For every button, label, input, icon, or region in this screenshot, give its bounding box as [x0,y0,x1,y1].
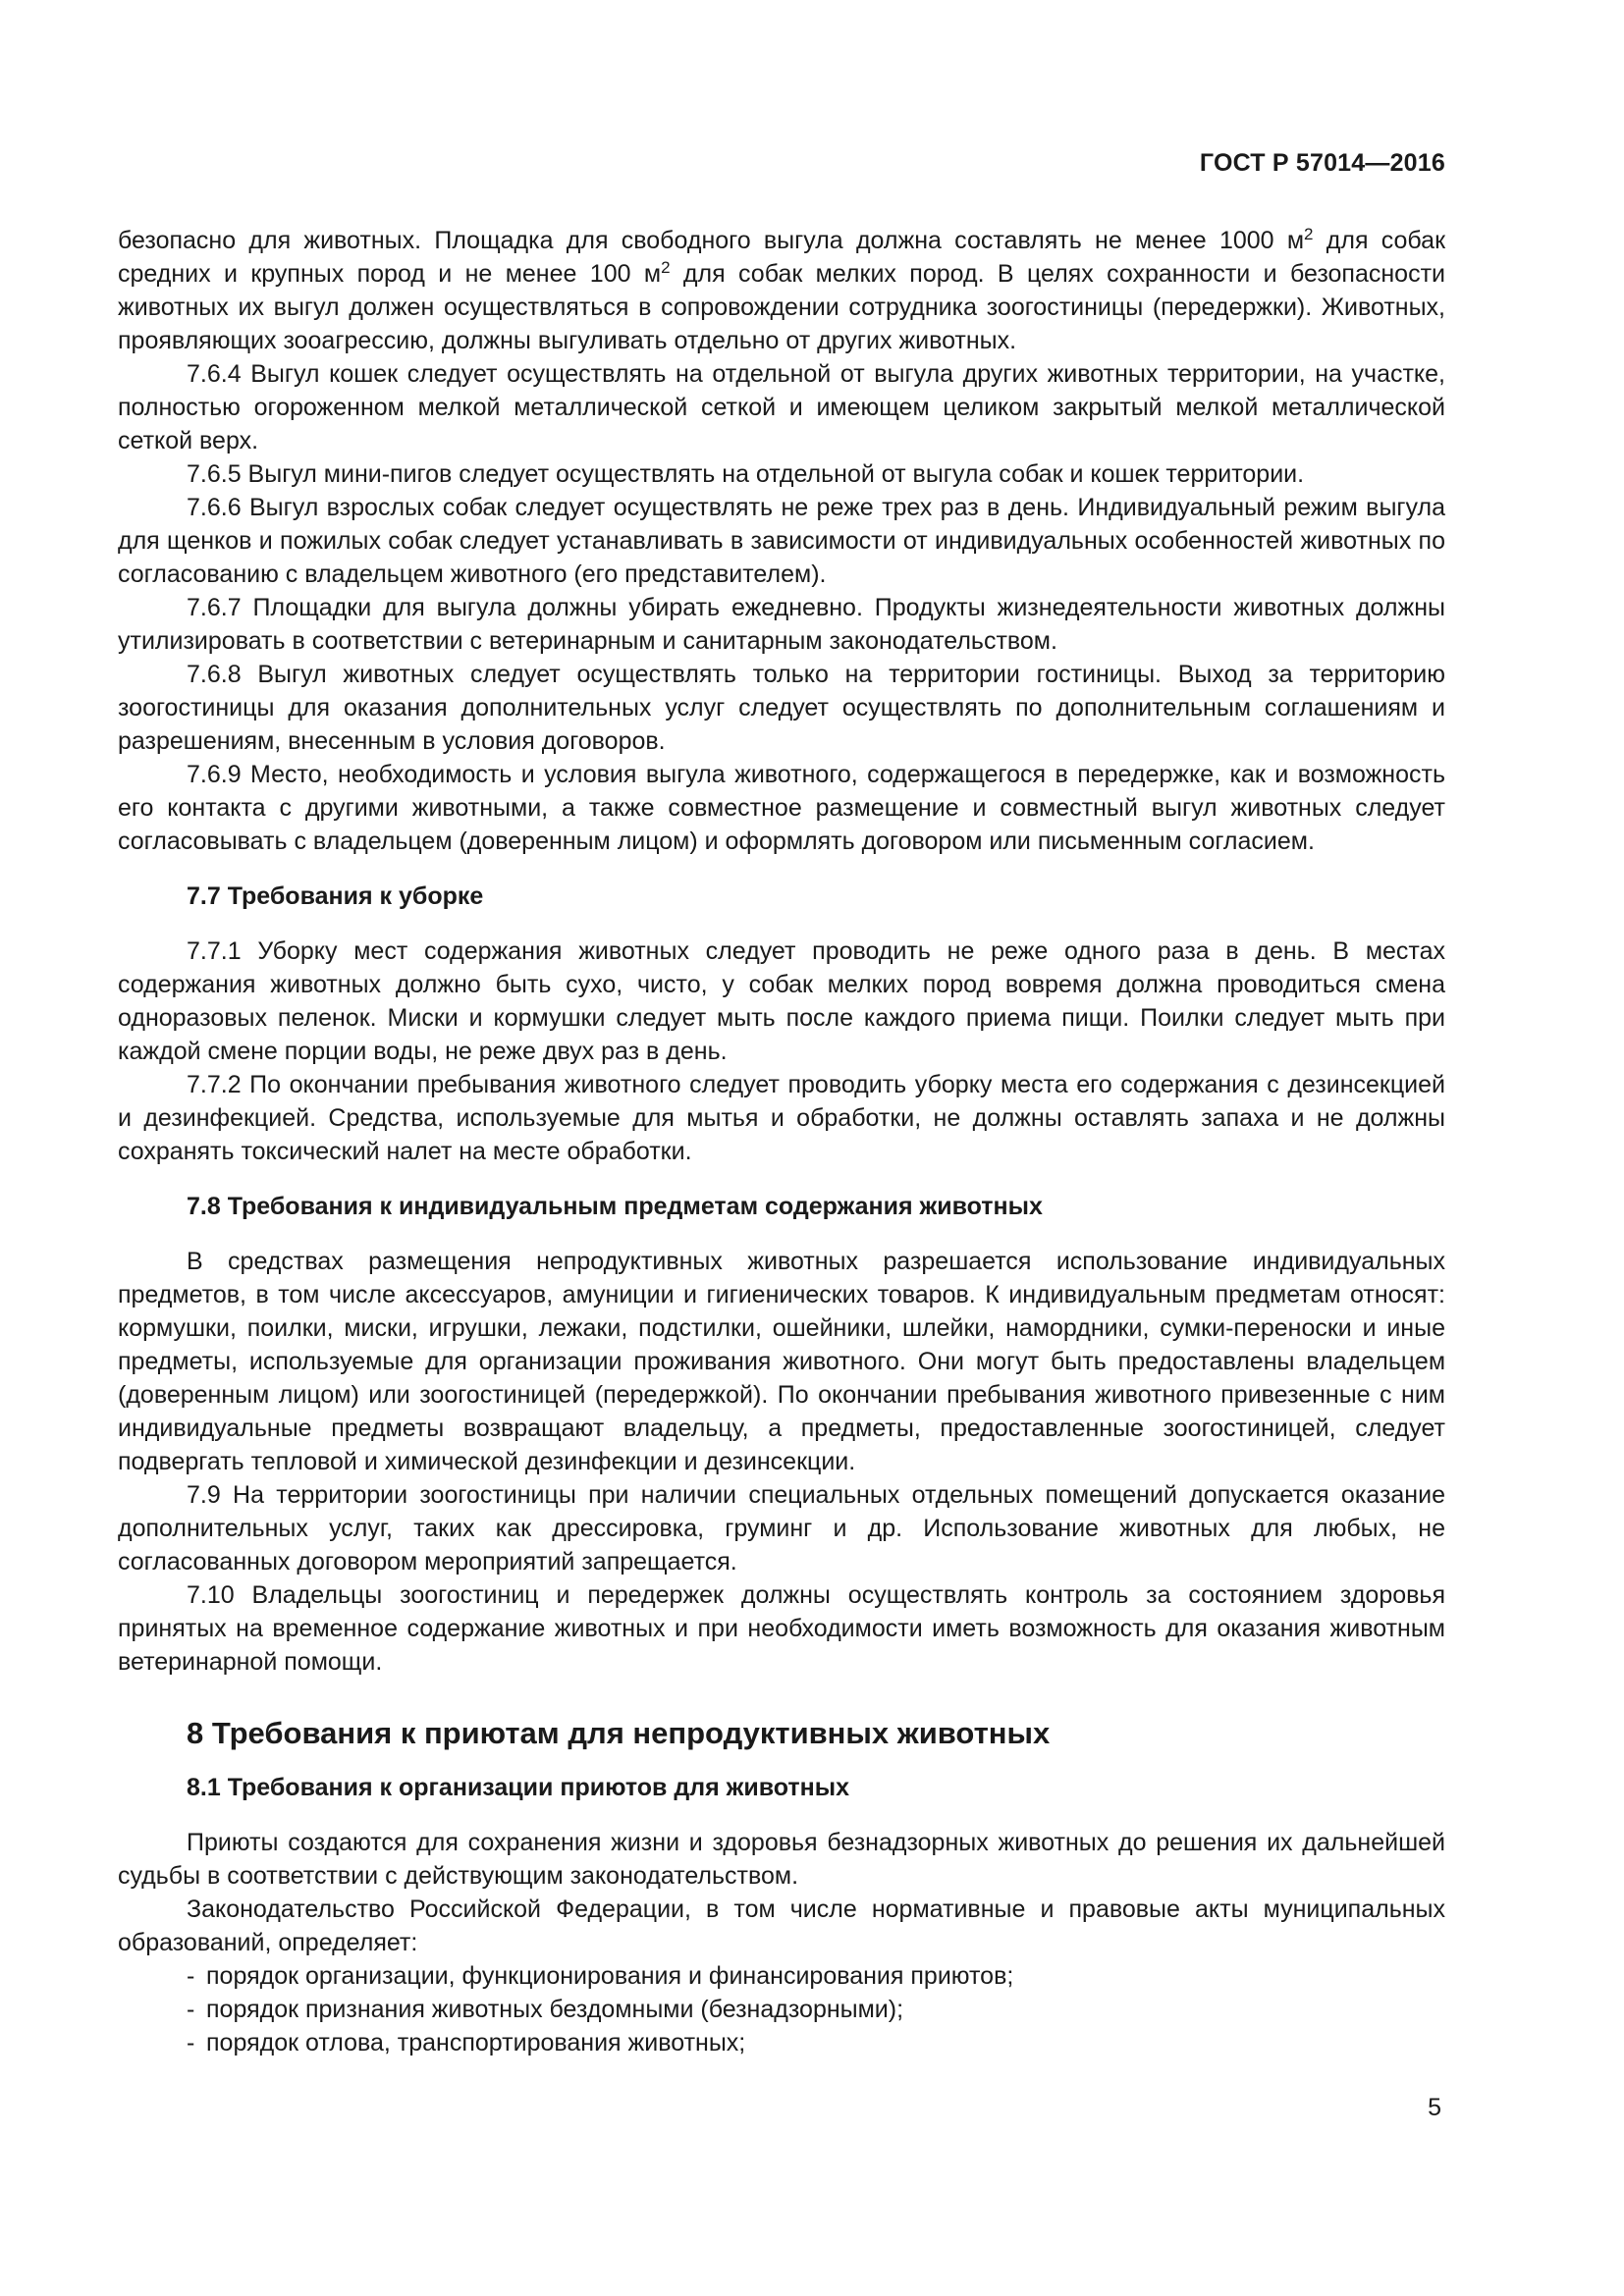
clause-8-1-paragraph-1: Приюты создаются для сохранения жизни и здоровья безнадзорных животных до решения их дальнейшей судьбы в соответствии с действующим законодательством. [118,1829,1445,1890]
paragraph-text: для собак мелких пород. В целях сохранности и безопасности животных их выгул должен осуществляться в сопровождении сотрудника зоогостиницы (передержки). Животных, проявляющих зооагрессию, должны выгуливать отдельно от других животных. [118,260,1446,354]
list-dash: - [187,1962,195,1990]
list-dash: - [187,2029,195,2056]
clause-7-9: 7.9 На территории зоогостиницы при наличии специальных отдельных помещений допускается оказание дополнительных услуг, таких как дрессировка, груминг и др. Использование животных для любых, не согласованных договором мероприятий запрещается. [118,1481,1445,1575]
clause-7-7-1: 7.7.1 Уборку мест содержания животных следует проводить не реже одного раза в день. В местах содержания животных должно быть сухо, чисто, у собак мелких пород вовремя должна проводиться смена одноразовых пеленок. Миски и кормушки следует мыть после каждого приема пищи. Поилки следует мыть при каждой смене порции воды, не реже двух раз в день. [118,937,1445,1065]
list-item-text: порядок организации, функционирования и финансирования приютов; [206,1962,1014,1990]
page-number: 5 [1428,2094,1441,2121]
clause-7-6-6: 7.6.6 Выгул взрослых собак следует осуществлять не реже трех раз в день. Индивидуальный режим выгула для щенков и пожилых собак следует устанавливать в зависимости от индивидуальных особенностей животных по согласованию с владельцем животного (его представителем). [118,494,1445,588]
clause-7-10: 7.10 Владельцы зоогостиниц и передержек должны осуществлять контроль за состоянием здоровья принятых на временное содержание животных и при необходимости иметь возможность для оказания животным ветеринарной помощи. [118,1581,1445,1676]
clause-7-6-4: 7.6.4 Выгул кошек следует осуществлять на отдельной от выгула других животных территории, на участке, полностью огороженном мелкой металлической сеткой и имеющем целиком закрытый мелкой металлической сеткой верх. [118,360,1445,454]
superscript: 2 [1304,225,1314,243]
paragraph-text: безопасно для животных. Площадка для свободного выгула должна составлять не менее 1000 м [118,227,1305,254]
clause-7-6-8: 7.6.8 Выгул животных следует осуществлять только на территории гостиницы. Выход за территорию зоогостиницы для оказания дополнительных услуг следует осуществлять по дополнительным соглашениям и разрешениям, внесенным в условия договоров. [118,661,1445,755]
clause-7-6-9: 7.6.9 Место, необходимость и условия выгула животного, содержащегося в передержке, как и возможность его контакта с другими животными, а также совместное размещение и совместный выгул животных следует согласовывать с владельцем (доверенным лицом) и оформлять договором или письменным согласием. [118,761,1445,855]
requirements-list [118,1959,1445,2059]
document-header: ГОСТ Р 57014—2016 [1199,149,1445,177]
subsection-heading-7-8: 7.8 Требования к индивидуальным предметам содержания животных [187,1193,1043,1220]
list-item-text: порядок отлова, транспортирования животных; [206,2029,746,2056]
subsection-heading-8-1: 8.1 Требования к организации приютов для животных [187,1774,849,1801]
clause-7-8-text: В средствах размещения непродуктивных животных разрешается использование индивидуальных предметов, в том числе аксессуаров, амуниции и гигиенических товаров. К индивидуальным предметам относят: кормушки, поилки, миски, игрушки, лежаки, подстилки, ошейники, шлейки, намордники, сумки-переноски и иные предметы, используемые для организации проживания животного. Они могут быть предоставлены владельцем (доверенным лицом) или зоогостиницей (передержкой). По окончании пребывания животного привезенные с ним индивидуальные предметы возвращают владельцу, а предметы, предоставленные зоогостиницей, следует подвергать тепловой и химической дезинфекции и дезинсекции. [118,1248,1445,1475]
page-content [118,224,1445,2059]
superscript: 2 [661,258,671,277]
section-heading-8: 8 Требования к приютам для непродуктивных животных [187,1716,1051,1750]
clause-8-1-paragraph-2: Законодательство Российской Федерации, в том числе нормативные и правовые акты муниципальных образований, определяет: [118,1896,1445,1956]
list-item [187,2026,1445,2059]
list-item-text: порядок признания животных бездомными (безнадзорными); [206,1996,904,2023]
list-item [187,1959,1445,1993]
clause-7-6-7: 7.6.7 Площадки для выгула должны убирать ежедневно. Продукты жизнедеятельности животных должны утилизировать в соответствии с ветеринарным и санитарным законодательством. [118,594,1445,655]
list-item [187,1993,1445,2026]
clause-7-7-2: 7.7.2 По окончании пребывания животного следует проводить уборку места его содержания с дезинсекцией и дезинфекцией. Средства, используемые для мытья и обработки, не должны оставлять запаха и не должны сохранять токсический налет на месте обработки. [118,1071,1445,1165]
subsection-heading-7-7: 7.7 Требования к уборке [187,882,484,910]
list-dash: - [187,1996,195,2023]
clause-7-6-5: 7.6.5 Выгул мини-пигов следует осуществлять на отдельной от выгула собак и кошек территории. [187,460,1305,488]
paragraph-text: для собак средних и крупных пород и не менее 100 м [118,227,1446,288]
paragraph-continuation [118,224,1445,357]
